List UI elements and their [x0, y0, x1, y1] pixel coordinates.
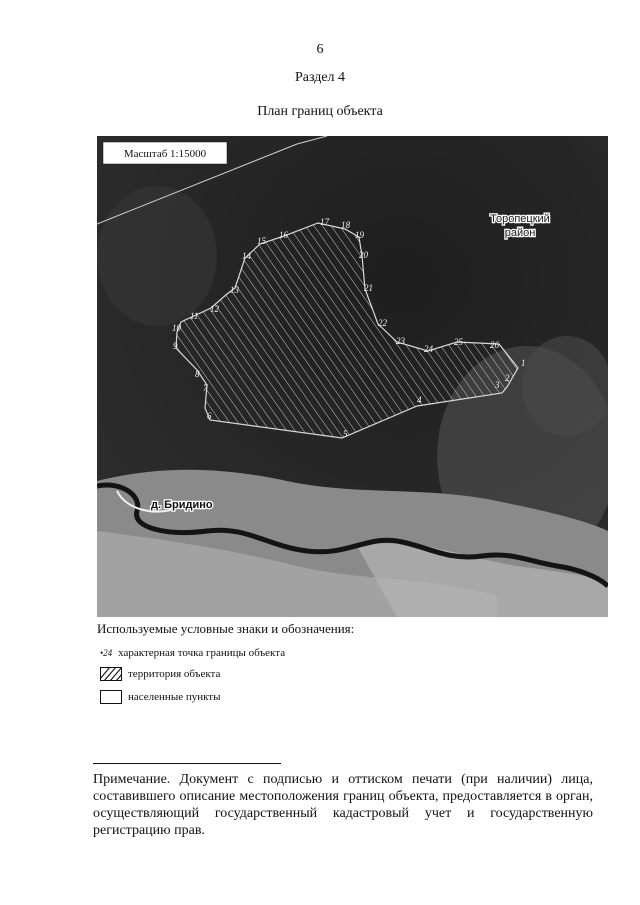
point-label: 16 [279, 230, 288, 240]
point-label: 9 [173, 341, 178, 351]
forest-patch-west [97, 186, 217, 326]
district-label: Торопецкий [490, 213, 550, 225]
point-label: 5 [343, 429, 348, 439]
plan-title: План границ объекта [257, 104, 383, 119]
point-label: 2 [505, 373, 510, 383]
point-label: 13 [230, 285, 239, 295]
footnote-divider [93, 763, 281, 764]
point-label: 21 [364, 283, 373, 293]
point-label: 3 [495, 380, 500, 390]
legend-item-label: характерная точка границы объекта [118, 647, 286, 659]
legend-title: Используемые условные знаки и обозначения: [97, 621, 355, 636]
point-label: 18 [341, 220, 350, 230]
page-number: 6 [316, 42, 324, 57]
boundary-map [97, 136, 608, 617]
footnote: Примечание. Документ с подписью и оттиском печати (при наличии) лица, составившего описание местоположения границ объекта, предоставляется в орган, осуществляющий государственный кадастровый учет и государственную регистрацию прав. [93, 772, 593, 838]
point-label: 26 [490, 340, 499, 350]
point-label: 17 [320, 217, 329, 227]
section-title: Раздел 4 [294, 70, 346, 85]
legend-item-territory [100, 667, 220, 681]
point-label: 1 [521, 358, 526, 368]
legend-item-label: территория объекта [128, 668, 221, 680]
point-label: 15 [257, 236, 266, 246]
point-label: 7 [203, 383, 208, 393]
point-symbol-icon: •24 [100, 648, 113, 658]
point-label: 24 [424, 344, 433, 354]
settlement-swatch-icon [100, 690, 122, 704]
light-forest-patch [522, 336, 608, 436]
scale-label: Масштаб 1:15000 [123, 148, 207, 160]
legend-item-label: населенные пункты [128, 691, 221, 703]
hatch-swatch-icon [100, 667, 122, 681]
village-label: д. Бридино [151, 499, 213, 511]
point-label: 11 [190, 311, 199, 321]
map-image [97, 136, 608, 617]
point-label: 23 [396, 336, 405, 346]
point-label: 19 [355, 230, 364, 240]
district-label: район [504, 227, 536, 239]
point-label: 10 [172, 323, 181, 333]
point-label: 6 [207, 411, 212, 421]
point-label: 25 [454, 337, 463, 347]
legend-item-settlement [100, 690, 221, 704]
point-label: 20 [359, 250, 368, 260]
legend-item-point [100, 647, 285, 659]
point-label: 4 [417, 395, 422, 405]
point-label: 12 [210, 304, 219, 314]
point-label: 8 [195, 369, 200, 379]
point-label: 22 [378, 318, 387, 328]
point-label: 14 [242, 251, 251, 261]
